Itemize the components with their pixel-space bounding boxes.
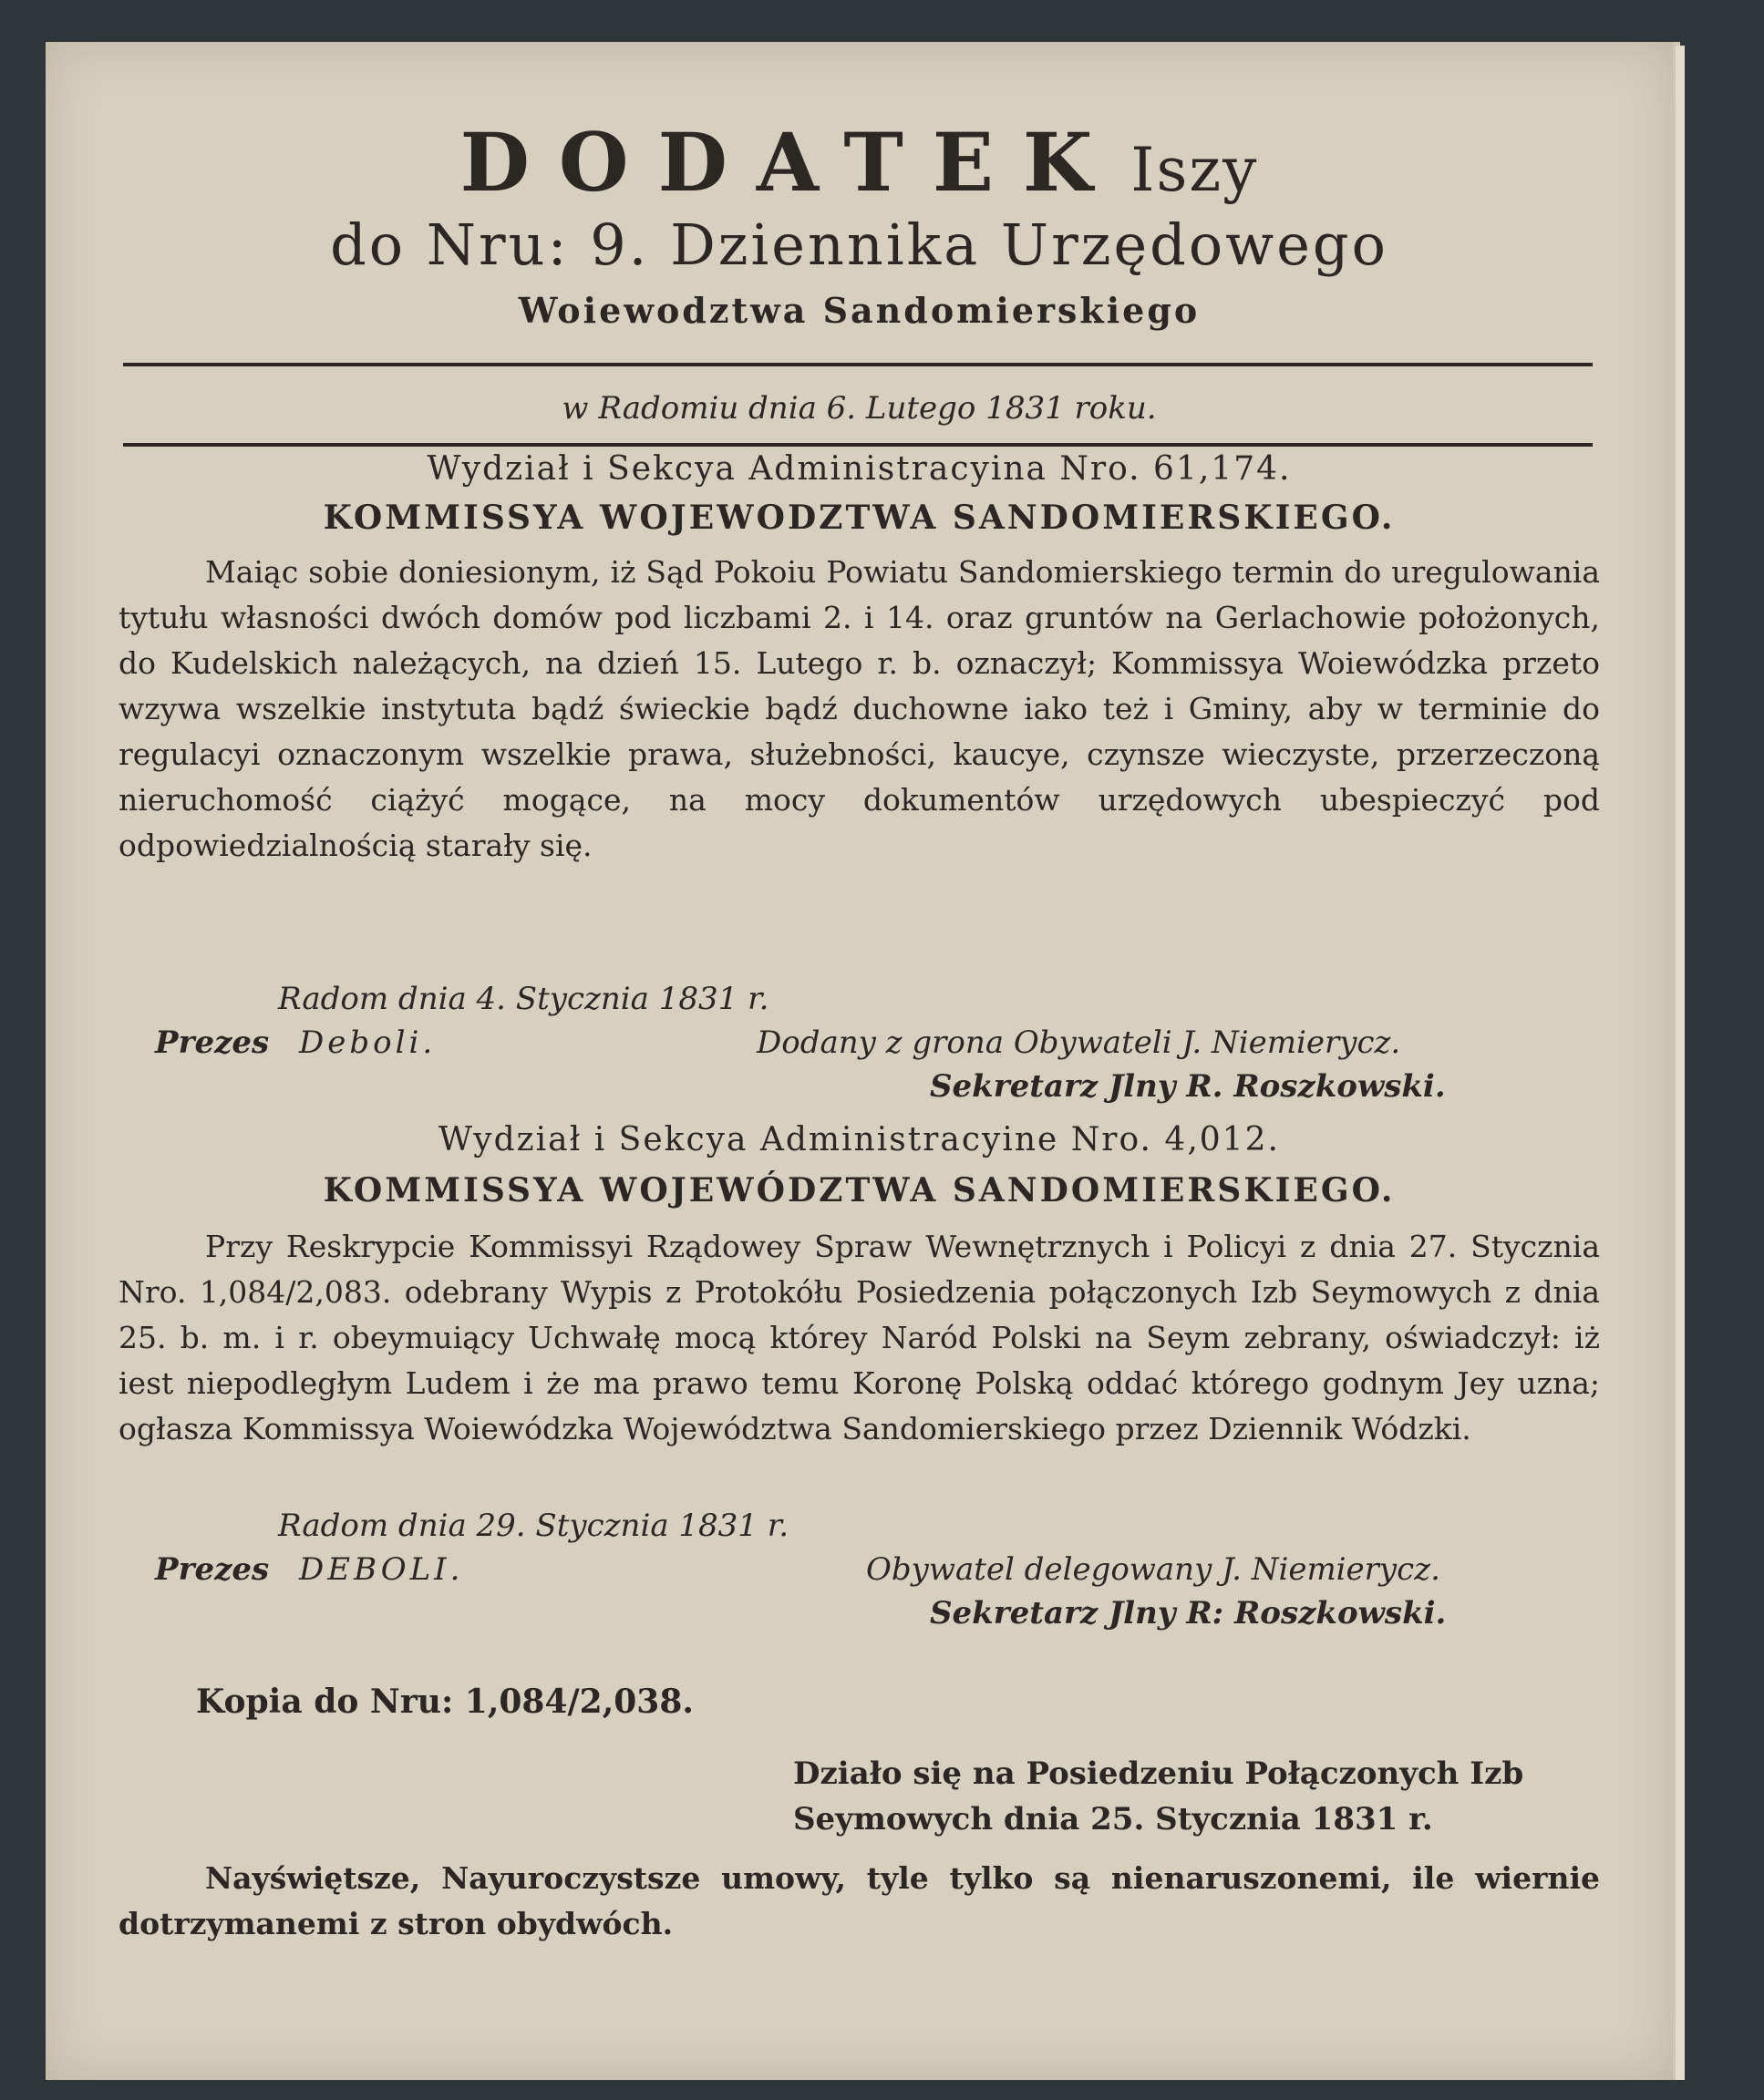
notice-1-president-name: Deboli. — [299, 1024, 437, 1061]
dateline: w Radomiu dnia 6. Lutego 1831 roku. — [562, 390, 1157, 427]
document-page — [46, 42, 1680, 2080]
copy-body: Nayświętsze, Nayuroczystsze umowy, tyle tylko są nienaruszonemi, ile wiernie dotrzymanemi z stron obydwóch. — [119, 1860, 1600, 1941]
notice-1-member: Dodany z grona Obywateli J. Niemierycz. — [757, 1024, 1401, 1061]
notice-2-place-date: Radom dnia 29. Stycznia 1831 r. — [278, 1508, 789, 1544]
notice-2-president-label: Prezes — [155, 1551, 270, 1588]
notice-2 — [119, 1121, 1600, 1452]
title-suffix: Iszy — [1130, 135, 1259, 205]
province-name: Woiewodztwa Sandomierskiego — [518, 290, 1201, 331]
notice-1-president-label: Prezes — [155, 1024, 270, 1061]
title-word: DODATEK — [459, 115, 1122, 210]
notice-2-commission: KOMMISSYA WOJEWÓDZTWA SANDOMIERSKIEGO. — [323, 1171, 1396, 1210]
copy-text — [119, 1856, 1600, 1947]
notice-2-section: Wydział i Sekcya Administracyine Nro. 4,012. — [438, 1121, 1280, 1158]
document-title — [46, 115, 1673, 210]
copy-minutes-line-2: Seymowych dnia 25. Stycznia 1831 r. — [793, 1801, 1433, 1838]
notice-1-section: Wydział i Sekcya Administracyina Nro. 61,174. — [427, 450, 1292, 488]
header-rule-top — [123, 363, 1593, 366]
document-subtitle: do Nru: 9. Dziennika Urzędowego — [330, 211, 1388, 278]
notice-1-commission: KOMMISSYA WOJEWODZTWA SANDOMIERSKIEGO. — [323, 499, 1396, 537]
notice-2-president — [155, 1551, 463, 1588]
copy-heading: Kopia do Nru: 1,084/2,038. — [196, 1683, 694, 1721]
notice-2-president-name: DEBOLI. — [299, 1551, 464, 1588]
notice-1-body: Maiąc sobie doniesionym, iż Sąd Pokoiu Powiatu Sandomierskiego termin do uregulowania tytułu własności dwóch domów pod liczbami 2. i 14. oraz gruntów na Gerlachowie położonych, do Kudelskich należących, na dzień 15. Lutego r. b. oznaczył; Kommissya Woiewódzka przeto wzywa wszelkie instytuta bądź świeckie bądź duchowne iako też i Gminy, aby w terminie do regulacyi oznaczonym wszelkie prawa, służebności, kaucye, czynsze wieczyste, przerzeczoną nieruchomość ciążyć mogące, na mocy dokumentów urzędowych ubespieczyć pod odpowiedzialnością starały się. — [119, 554, 1600, 863]
header-rule-bottom — [123, 443, 1593, 447]
notice-1 — [119, 450, 1600, 869]
notice-1-secretary: Sekretarz Jlny R. Roszkowski. — [930, 1068, 1446, 1105]
notice-2-body: Przy Reskrypcie Kommissyi Rządowey Spraw Wewnętrznych i Policyi z dnia 27. Stycznia Nro. 1,084/2,083. odebrany Wypis z Protokółu Posiedzenia połączonych Izb Seymowych z dnia 25. b. m. i r. obeymuiący Uchwałę mocą którey Naród Polski na Seym zebrany, oświadczył: iż iest niepodległym Ludem i że ma prawo temu Koronę Polską oddać którego godnym Jey uzna; ogłasza Kommissya Woiewódzka Województwa Sandomierskiego przez Dziennik Wódzki. — [119, 1229, 1600, 1446]
notice-2-member: Obywatel delegowany J. Niemierycz. — [866, 1551, 1440, 1588]
notice-1-president — [155, 1024, 436, 1061]
page-edge — [1676, 46, 1685, 2080]
copy-minutes-line-1: Działo się na Posiedzeniu Połączonych Izb — [793, 1755, 1524, 1792]
notice-2-secretary: Sekretarz Jlny R: Roszkowski. — [930, 1595, 1447, 1632]
notice-1-place-date: Radom dnia 4. Stycznia 1831 r. — [278, 981, 769, 1017]
